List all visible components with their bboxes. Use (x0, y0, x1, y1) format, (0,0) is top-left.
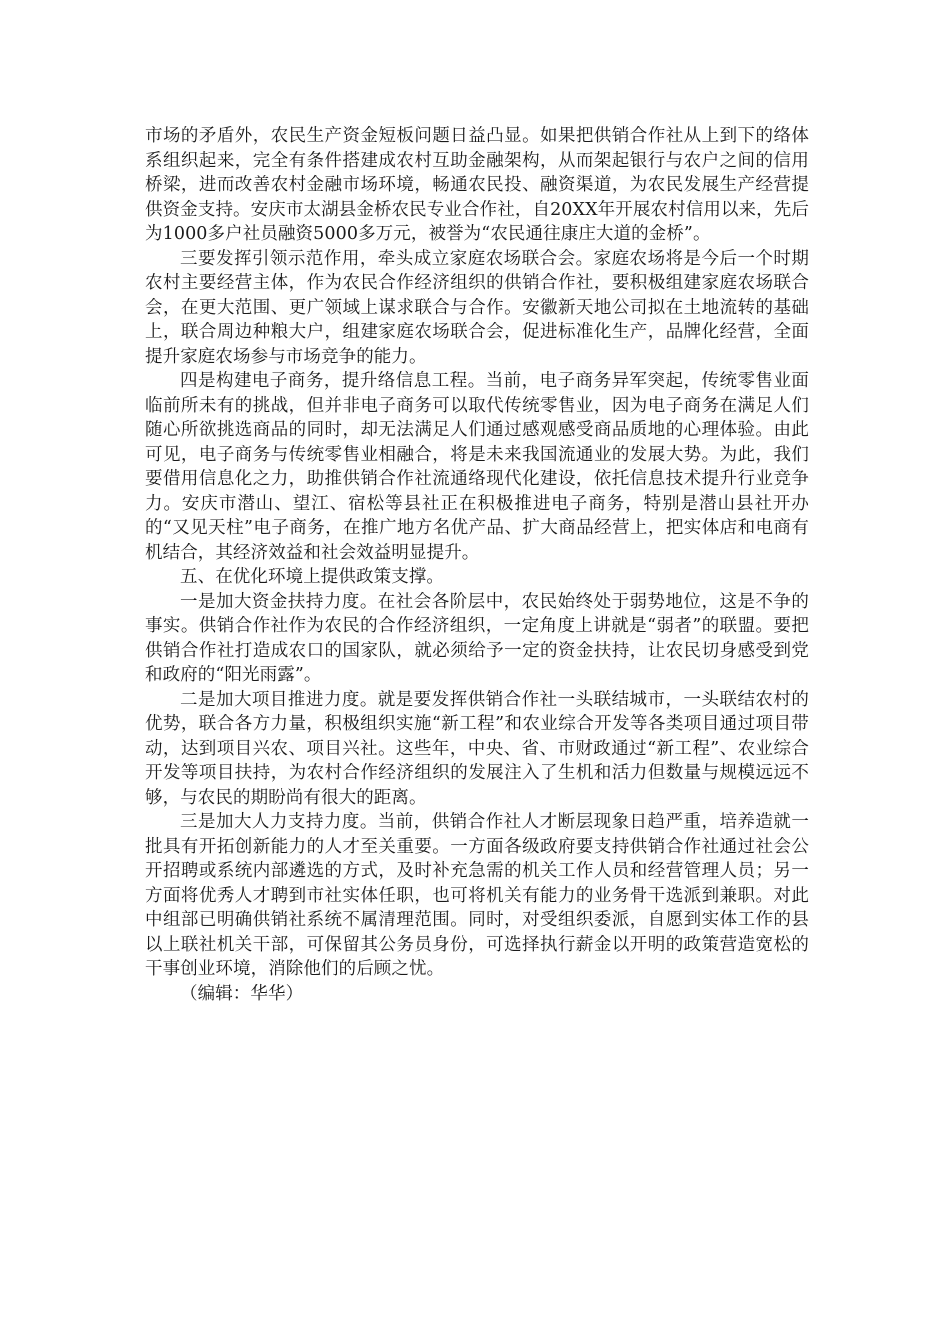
paragraph-continuation: 市场的矛盾外，农民生产资金短板问题日益凸显。如果把供销合作社从上到下的络体系组织起来，完全有条件搭建成农村互助金融架构，从而架起银行与农户之间的信用桥梁，进而改善农村金融市场环境，畅通农民投、融资渠道，为农民发展生产经营提供资金支持。安庆市太湖县金桥农民专业合作社，自20XX年开展农村信用以来，先后为1000多户社员融资5000多万元，被誉为“农民通往康庄大道的金桥”。 (145, 126, 809, 244)
editor-note: （编辑：华华） (180, 983, 304, 1004)
paragraph-human-resources: 三是加大人力支持力度。当前，供销合作社人才断层现象日趋严重，培养造就一批具有开拓创新能力的人才至关重要。一方面各级政府要支持供销合作社通过社会公开招聘或系统内部遴选的方式，及时补充急需的机关工作人员和经营管理人员；另一方面将优秀人才聘到市社实体任职，也可将机关有能力的业务骨干选派到兼职。对此中组部已明确供销社系统不属清理范围。同时，对受组织委派，自愿到实体工作的县以上联社机关干部，可保留其公务员身份，可选择执行薪金以开明的政策营造宽松的干事创业环境，消除他们的后顾之忧。 (145, 812, 809, 979)
document-body (145, 124, 809, 1006)
paragraph-project-promotion: 二是加大项目推进力度。就是要发挥供销合作社一头联结城市，一头联结农村的优势，联合各方力量，积极组织实施“新工程”和农业综合开发等各类项目通过项目带动，达到项目兴农、项目兴社。这些年，中央、省、市财政通过“新工程”、农业综合开发等项目扶持，为农村合作经济组织的发展注入了生机和活力但数量与规模远远不够，与农民的期盼尚有很大的距离。 (145, 689, 809, 808)
section-heading-policy-support: 五、在优化环境上提供政策支撑。 (180, 567, 444, 587)
paragraph-family-farm: 三要发挥引领示范作用，牵头成立家庭农场联合会。家庭农场将是今后一个时期农村主要经营主体，作为农民合作经济组织的供销合作社，要积极组建家庭农场联合会，在更大范围、更广领域上谋求联合与合作。安徽新天地公司拟在土地流转的基础上，联合周边种粮大户，组建家庭农场联合会，促进标准化生产，品牌化经营，全面提升家庭农场参与市场竞争的能力。 (145, 248, 809, 367)
paragraph-ecommerce: 四是构建电子商务，提升络信息工程。当前，电子商务异军突起，传统零售业面临前所未有的挑战，但并非电子商务可以取代传统零售业，因为电子商务在满足人们随心所欲挑选商品的同时，却无法满足人们通过感观感受商品质地的心理体验。由此可见，电子商务与传统零售业相融合，将是未来我国流通业的发展大势。为此，我们要借用信息化之力，助推供销合作社流通络现代化建设，依托信息技术提升行业竞争力。安庆市潜山、望江、宿松等县社正在积极推进电子商务，特别是潜山县社开办的“又见天柱”电子商务，在推广地方名优产品、扩大商品经营上，把实体店和电商有机结合，其经济效益和社会效益明显提升。 (145, 371, 809, 563)
paragraph-funding-support: 一是加大资金扶持力度。在社会各阶层中，农民始终处于弱势地位，这是不争的事实。供销合作社作为农民的合作经济组织，一定角度上讲就是“弱者”的联盟。要把供销合作社打造成农口的国家队，就必须给予一定的资金扶持，让农民切身感受到党和政府的“阳光雨露”。 (145, 591, 809, 685)
